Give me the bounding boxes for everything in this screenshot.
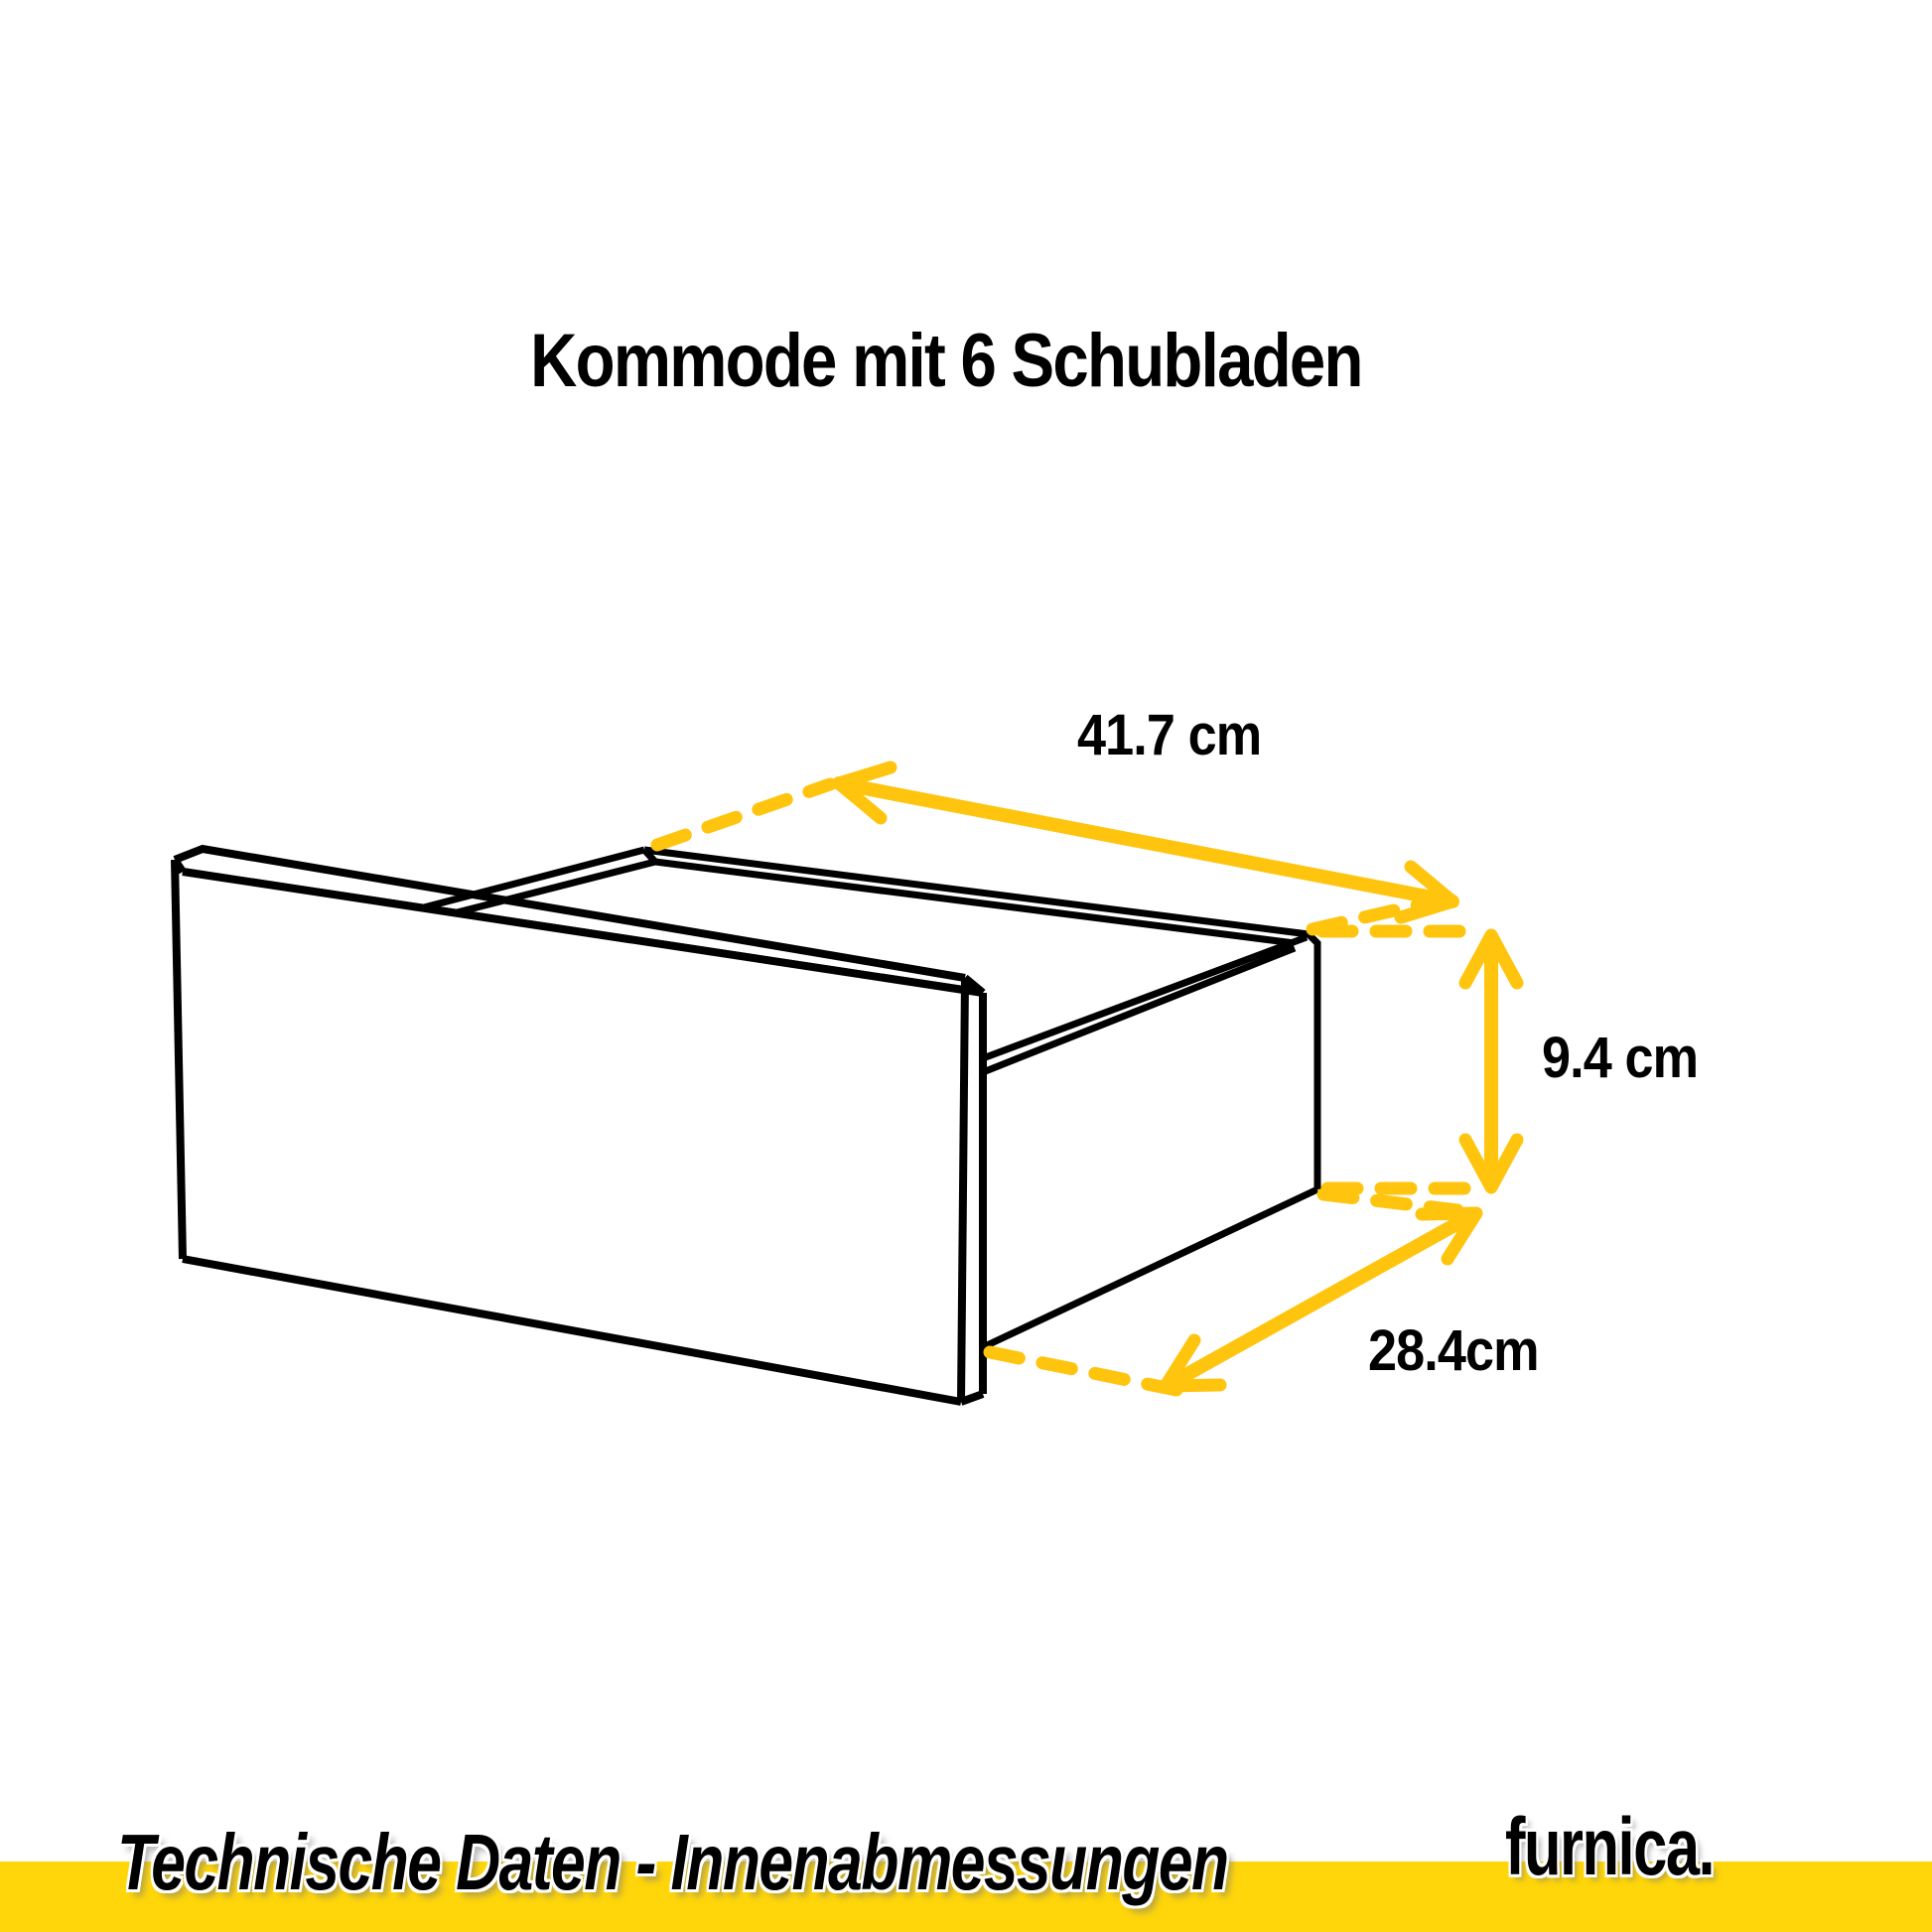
dimension-arrow-height	[1322, 931, 1517, 1188]
brand-logo: furnica.	[1505, 1802, 1715, 1892]
footer-note: Technische Daten - Innenabmessungen	[117, 1818, 1228, 1906]
front-panel	[175, 860, 983, 1402]
dimension-label-width: 41.7 cm	[1077, 703, 1262, 767]
page-title-text: Kommode mit 6 Schubladen	[530, 319, 1362, 403]
dimension-label-depth: 28.4cm	[1368, 1318, 1539, 1383]
dimension-label-height: 9.4 cm	[1542, 1026, 1699, 1090]
